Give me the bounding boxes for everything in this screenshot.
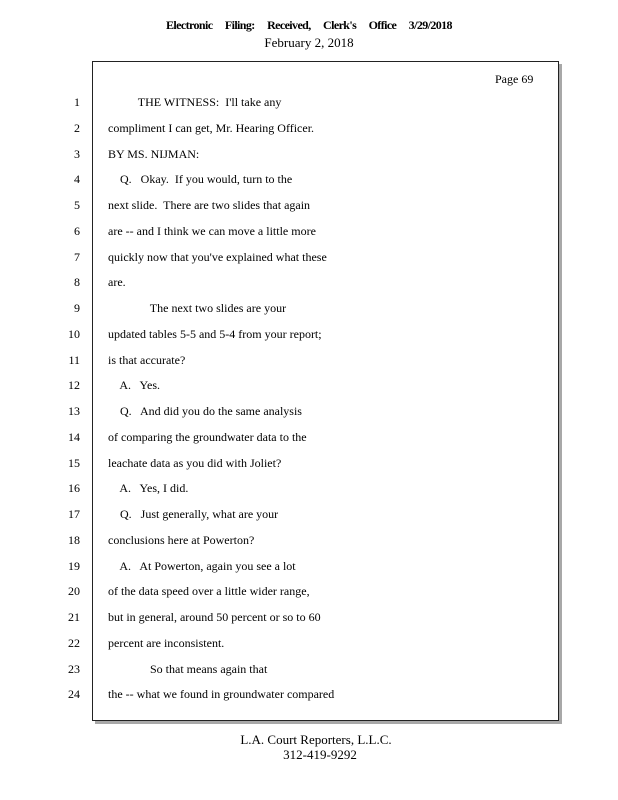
line-number: 22 — [68, 635, 80, 650]
line-number: 14 — [68, 429, 80, 444]
line-text: BY MS. NIJMAN: — [108, 146, 200, 161]
line-number: 12 — [68, 378, 80, 393]
line-text: of the data speed over a little wider range, — [108, 584, 310, 599]
line-number: 6 — [74, 223, 80, 238]
line-text: Q. Just generally, what are your — [108, 507, 279, 521]
line-text: compliment I can get, Mr. Hearing Officer. — [108, 120, 315, 135]
line-number: 19 — [68, 558, 80, 573]
line-text: conclusions here at Powerton? — [108, 532, 255, 547]
line-text: the -- what we found in groundwater compared — [108, 687, 335, 702]
line-number: 24 — [68, 687, 80, 702]
line-number: 2 — [74, 120, 80, 135]
filing-stamp: Electronic Filing: Received, Clerk's Office 3/29/2018 — [166, 18, 452, 32]
line-text: of comparing the groundwater data to the — [108, 429, 307, 444]
line-text: updated tables 5-5 and 5-4 from your report; — [108, 326, 322, 341]
line-number: 8 — [74, 275, 80, 290]
line-number: 23 — [68, 661, 80, 676]
line-number: 16 — [68, 481, 80, 496]
line-text: are. — [108, 275, 126, 290]
line-number: 10 — [68, 326, 80, 341]
line-number: 11 — [68, 352, 80, 367]
header-date: February 2, 2018 — [264, 35, 354, 50]
line-text: A. Yes. — [108, 378, 161, 393]
line-text: Q. Okay. If you would, turn to the — [108, 172, 293, 187]
line-number: 3 — [74, 146, 80, 161]
line-text: A. At Powerton, again you see a lot — [108, 558, 296, 573]
line-number: 4 — [74, 172, 80, 187]
line-text: THE WITNESS: I'll take any — [108, 95, 282, 109]
footer-company: L.A. Court Reporters, L.L.C. — [240, 732, 392, 747]
line-text: but in general, around 50 percent or so to 60 — [108, 610, 321, 624]
line-number: 21 — [68, 610, 80, 624]
line-text: leachate data as you did with Joliet? — [108, 455, 282, 470]
line-number: 15 — [68, 455, 80, 470]
line-text: is that accurate? — [108, 352, 186, 367]
line-text: are -- and I think we can move a little more — [108, 223, 316, 238]
footer-phone: 312-419-9292 — [283, 747, 357, 762]
line-text: So that means again that — [108, 661, 268, 676]
line-number: 13 — [68, 404, 80, 418]
line-number: 1 — [74, 95, 80, 109]
line-number: 18 — [68, 532, 80, 547]
line-text: Q. And did you do the same analysis — [108, 404, 302, 418]
line-number: 5 — [74, 198, 80, 212]
line-text: next slide. There are two slides that again — [108, 198, 311, 212]
line-text: percent are inconsistent. — [108, 635, 225, 650]
line-number: 9 — [74, 301, 80, 315]
line-number: 17 — [68, 507, 80, 521]
line-text: A. Yes, I did. — [108, 481, 189, 496]
page-number: Page 69 — [495, 72, 534, 86]
line-number: 20 — [68, 584, 80, 599]
line-text: The next two slides are your — [108, 301, 287, 315]
line-text: quickly now that you've explained what these — [108, 249, 327, 264]
line-number: 7 — [74, 249, 80, 264]
